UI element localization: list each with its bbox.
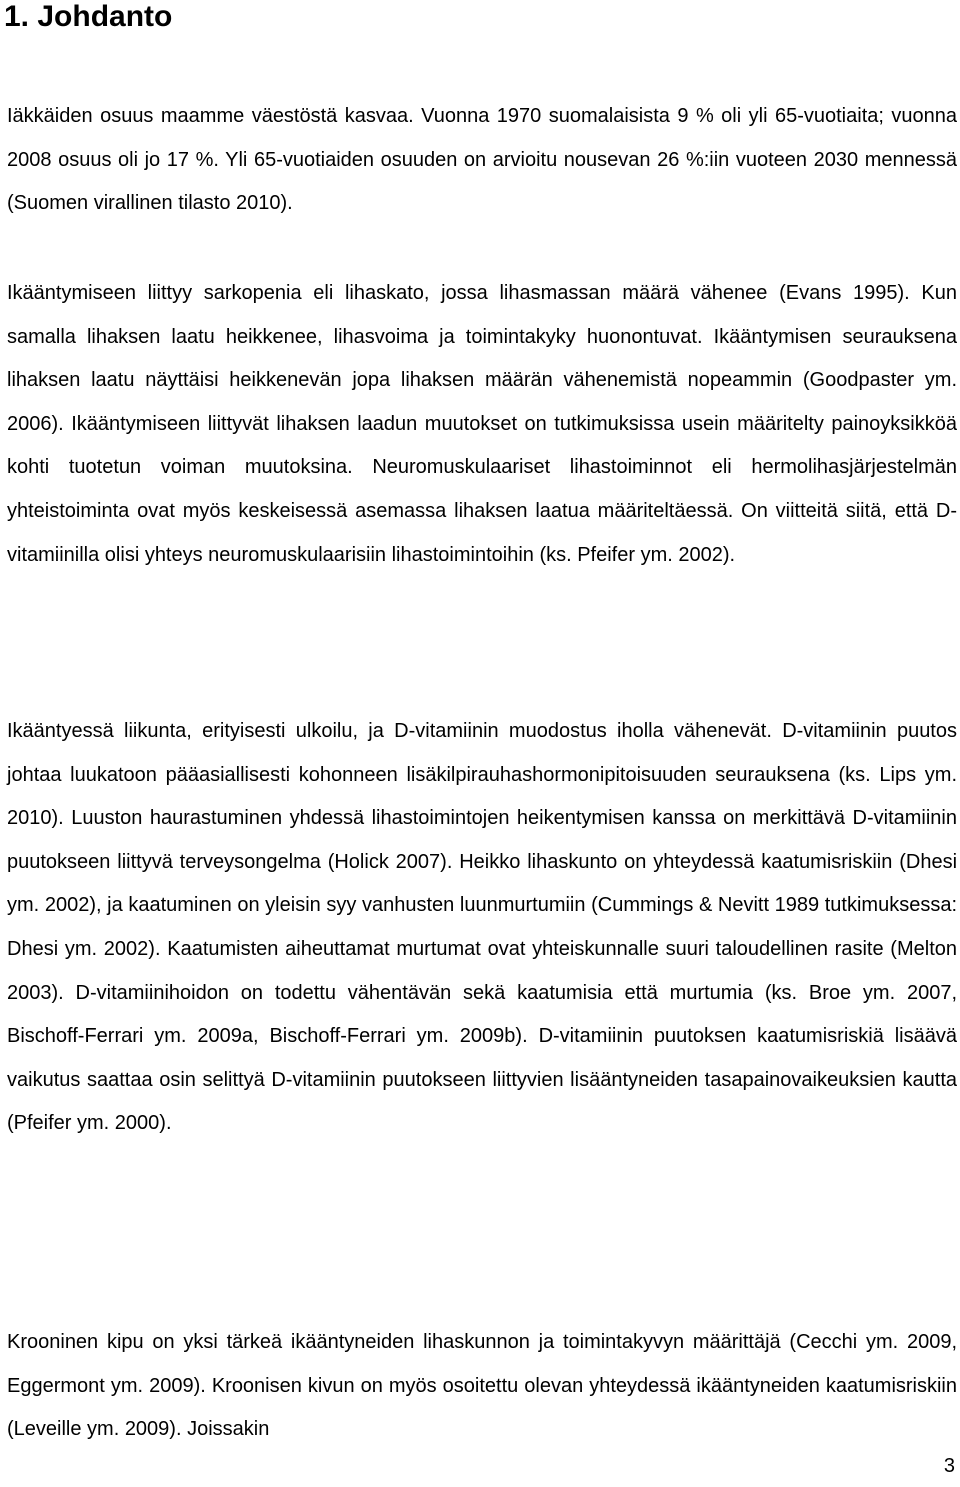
- sentence: On viitteitä siitä, että D-vitamiinilla olisi yhteys neuromuskulaarisiin lihastoimintoihin (ks. Pfeifer ym. 2002).: [7, 499, 957, 566]
- sentence: D-vitamiinin puutoksen kaatumisriskiä lisäävä vaikutus saattaa osin selittyä D-vitamiinin puutokseen liittyvien lisääntyneiden tasapainovaikeuksien kautta (Pfeifer ym. 2000).: [7, 1025, 957, 1135]
- sentence: Yli 65-vuotiaiden osuuden on arvioitu nousevan 26 %:iin vuoteen 2030 mennessä (Suomen virallinen tilasto 2010).: [7, 148, 957, 215]
- sentence: Luuston haurastuminen yhdessä lihastoimintojen heikentymisen kanssa on merkittävä D-vitamiinin puutokseen liittyvä terveysongelma (Holick 2007).: [7, 807, 957, 873]
- sentence: Ikääntymiseen liittyvät lihaksen laadun muutokset on tutkimuksissa usein määritelty painoyksikköä kohti tuotetun voiman muutoksina.: [7, 412, 957, 479]
- paragraph-1: [7, 95, 957, 226]
- paragraph-3: [7, 710, 957, 1146]
- sentence: Ikääntyessä liikunta, erityisesti ulkoilu, ja D-vitamiinin muodostus iholla vähenevät.: [7, 720, 772, 742]
- sentence: Kun samalla lihaksen laatu heikkenee, lihasvoima ja toimintakyky huonontuvat.: [7, 282, 958, 348]
- sentence: Ikääntymiseen liittyy sarkopenia eli lihaskato, jossa lihasmassan määrä vähenee (Evans 1995).: [7, 282, 910, 304]
- sentence: Iäkkäiden osuus maamme väestöstä kasvaa.: [7, 105, 414, 127]
- section-heading: 1. Johdanto: [4, 0, 173, 33]
- paragraph-4: [7, 1321, 957, 1452]
- sentence: D-vitamiinin puutos johtaa luukatoon pääasiallisesti kohonneen lisäkilpirauhashormonipitoisuuden seurauksena (ks. Lips ym. 2010).: [7, 720, 957, 830]
- sentence: Joissakin: [187, 1418, 270, 1441]
- sentence: Vuonna 1970 suomalaisista 9 % oli yli 65-vuotiaita; vuonna 2008 osuus oli jo 17 %.: [7, 105, 957, 171]
- page-number: 3: [943, 1455, 955, 1477]
- sentence: Heikko lihaskunto on yhteydessä kaatumisriskiin (Dhesi ym. 2002), ja kaatuminen on yleisin syy vanhusten luunmurtumiin (Cummings & Nevitt 1989 tutkimuksessa: Dhesi ym. 2002).: [7, 850, 958, 960]
- sentence: Kaatumisten aiheuttamat murtumat ovat yhteiskunnalle suuri taloudellinen rasite (Melton 2003).: [7, 937, 958, 1004]
- paragraph-2: [7, 272, 957, 577]
- sentence: Krooninen kipu on yksi tärkeä ikääntyneiden lihaskunnon ja toimintakyvyn määrittäjä (Cecchi ym. 2009, Eggermont ym. 2009).: [7, 1331, 957, 1397]
- sentence: Neuromuskulaariset lihastoiminnot eli hermolihasjärjestelmän yhteistoiminta ovat myös keskeisessä asemassa lihaksen laatua määriteltäessä.: [7, 456, 957, 522]
- sentence: Kroonisen kivun on myös osoitettu olevan yhteydessä ikääntyneiden kaatumisriskiin (Leveille ym. 2009).: [7, 1374, 957, 1441]
- sentence: Ikääntymisen seurauksena lihaksen laatu näyttäisi heikkenevän jopa lihaksen määrän vähenemistä nopeammin (Goodpaster ym. 2006).: [7, 325, 958, 435]
- sentence: D-vitamiinihoidon on todettu vähentävän sekä kaatumisia että murtumia (ks. Broe ym. 2007, Bischoff-Ferrari ym. 2009a, Bischoff-Ferrari ym. 2009b).: [7, 981, 957, 1048]
